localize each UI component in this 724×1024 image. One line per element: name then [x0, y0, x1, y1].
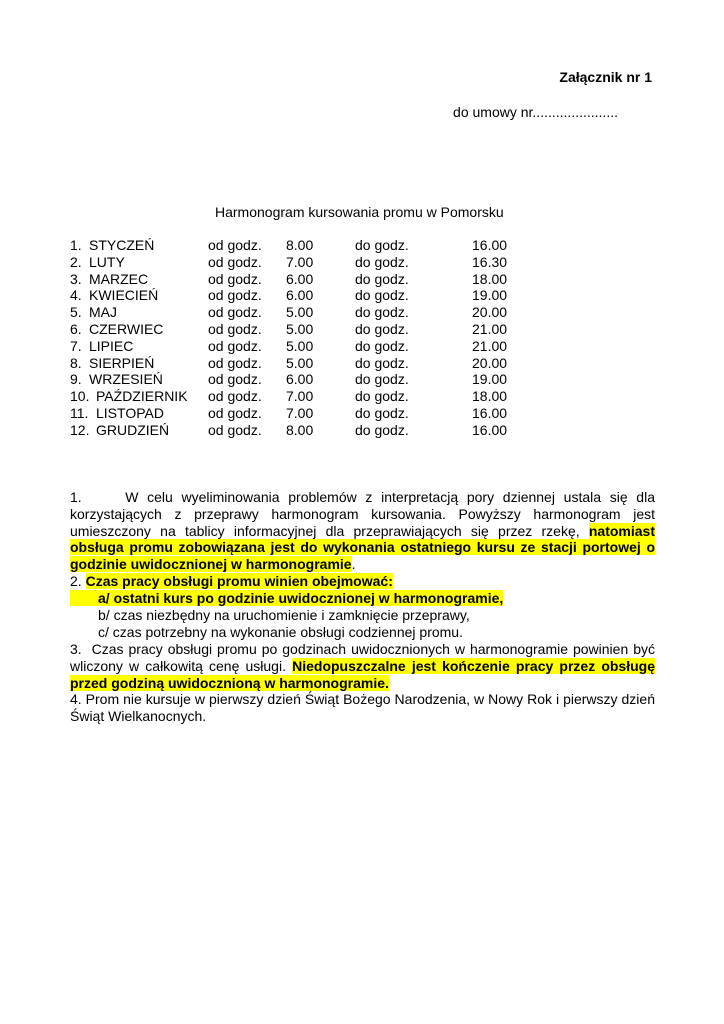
row-month: CZERWIEC [89, 321, 164, 337]
note-2-item-a [70, 590, 655, 607]
row-from-time: 7.00 [286, 388, 314, 405]
row-number: 9. [70, 371, 82, 388]
note-1-text: W celu wyeliminowania problemów z interpretacją pory dziennej ustala się dla korzystających z przeprawy harmonogram kursowania. Powyższy harmonogram jest umieszczony na tablicy informacyjnej dla przeprawiających się przez rzekę, [70, 489, 655, 539]
row-to-label: do godz. [355, 321, 409, 337]
row-to-time: 16.00 [472, 237, 508, 253]
row-to-label: do godz. [355, 388, 409, 405]
row-from-time: 5.00 [286, 354, 314, 371]
row-from-time: 7.00 [286, 253, 314, 270]
row-number: 12. [70, 421, 90, 438]
row-to-time: 16.00 [472, 421, 508, 438]
row-from-time: 8.00 [286, 421, 314, 438]
note-3 [70, 641, 655, 691]
row-from-label: od godz. [208, 287, 262, 304]
row-month: LUTY [89, 253, 125, 270]
row-from-time: 5.00 [286, 304, 314, 321]
row-to-time: 20.00 [472, 354, 508, 371]
row-to-time: 18.00 [472, 388, 508, 405]
row-to-time: 16.00 [472, 405, 508, 421]
row-from-label: od godz. [208, 253, 262, 270]
row-number: 1. [70, 237, 82, 253]
row-from-time: 6.00 [286, 287, 314, 304]
row-to-time: 21.00 [472, 321, 508, 337]
row-from-label: od godz. [208, 354, 262, 371]
note-1 [70, 489, 655, 573]
row-to-time: 16.30 [472, 253, 508, 270]
row-to-label: do godz. [355, 337, 409, 354]
row-number: 8. [70, 354, 82, 371]
row-from-time: 8.00 [286, 237, 314, 253]
row-to-label: do godz. [355, 287, 409, 304]
row-to-label: do godz. [355, 405, 409, 421]
row-month: KWIECIEŃ [89, 287, 159, 304]
row-month: MAJ [89, 304, 117, 321]
row-month: PAŹDZIERNIK [96, 388, 188, 405]
row-to-label: do godz. [355, 304, 409, 321]
row-month: STYCZEŃ [89, 237, 155, 253]
note-3-number: 3. [70, 641, 82, 657]
row-month: WRZESIEŃ [89, 371, 163, 388]
row-to-label: do godz. [355, 421, 409, 438]
row-from-time: 6.00 [286, 270, 314, 287]
row-month: SIERPIEŃ [89, 354, 155, 371]
row-month: MARZEC [89, 270, 149, 287]
note-2-heading [70, 573, 655, 590]
row-from-label: od godz. [208, 405, 262, 421]
row-number: 10. [70, 388, 90, 405]
row-to-label: do godz. [355, 354, 409, 371]
note-2-highlight: Czas pracy obsługi promu winien obejmować: [85, 573, 393, 589]
contract-reference: do umowy nr...................... [453, 104, 618, 120]
row-from-label: od godz. [208, 388, 262, 405]
row-to-time: 21.00 [472, 337, 508, 354]
row-month: LISTOPAD [96, 405, 164, 421]
row-from-time: 5.00 [286, 337, 314, 354]
row-to-time: 19.00 [472, 287, 508, 304]
note-2-item-b: b/ czas niezbędny na uruchomienie i zamknięcie przeprawy, [98, 607, 470, 623]
row-from-label: od godz. [208, 304, 262, 321]
note-1-end: . [351, 556, 356, 573]
row-number: 2. [70, 253, 82, 270]
note-4: 4. Prom nie kursuje w pierwszy dzień Świąt Bożego Narodzenia, w Nowy Rok i pierwszy dzień Świąt Wielkanocnych. [70, 691, 655, 724]
row-number: 7. [70, 337, 82, 354]
schedule-title: Harmonogram kursowania promu w Pomorsku [215, 204, 504, 220]
note-1-highlight: natomiast obsługa promu zobowiązana jest do wykonania ostatniego kursu ze stacji portowej o godzinie uwidocznionej w harmonogramie [70, 522, 655, 573]
row-to-label: do godz. [355, 371, 409, 388]
row-from-time: 5.00 [286, 321, 314, 337]
note-2-item-a-text: a/ ostatni kurs po godzinie uwidocznionej w harmonogramie, [70, 590, 503, 606]
row-month: GRUDZIEŃ [96, 421, 170, 438]
row-from-time: 7.00 [286, 405, 314, 421]
note-1-number: 1. [70, 489, 82, 505]
row-number: 11. [70, 405, 89, 421]
row-number: 5. [70, 304, 82, 321]
note-3-text: Czas pracy obsługi promu po godzinach uwidocznionych w harmonogramie powinien być wliczony w całkowitą cenę usługi. [70, 641, 656, 674]
row-number: 3. [70, 270, 82, 287]
row-to-time: 20.00 [472, 304, 508, 321]
row-from-label: od godz. [208, 337, 262, 354]
attachment-label: Załącznik nr 1 [559, 69, 652, 85]
row-month: LIPIEC [89, 337, 134, 354]
row-from-label: od godz. [208, 421, 262, 438]
row-from-label: od godz. [208, 321, 262, 337]
row-number: 6. [70, 321, 82, 337]
row-from-label: od godz. [208, 237, 262, 253]
row-to-label: do godz. [355, 237, 409, 253]
row-to-label: do godz. [355, 270, 409, 287]
note-2-item-c: c/ czas potrzebny na wykonanie obsługi codziennej promu. [98, 624, 463, 640]
row-number: 4. [70, 287, 82, 304]
note-3-highlight: Niedopuszczalne jest kończenie pracy przez obsługę przed godziną uwidocznioną w harmonogramie. [70, 657, 655, 691]
note-2-number: 2. [70, 573, 82, 589]
row-from-time: 6.00 [286, 371, 314, 388]
row-to-time: 19.00 [472, 371, 508, 388]
row-to-time: 18.00 [472, 270, 508, 287]
row-to-label: do godz. [355, 253, 409, 270]
row-from-label: od godz. [208, 270, 262, 287]
row-from-label: od godz. [208, 371, 262, 388]
